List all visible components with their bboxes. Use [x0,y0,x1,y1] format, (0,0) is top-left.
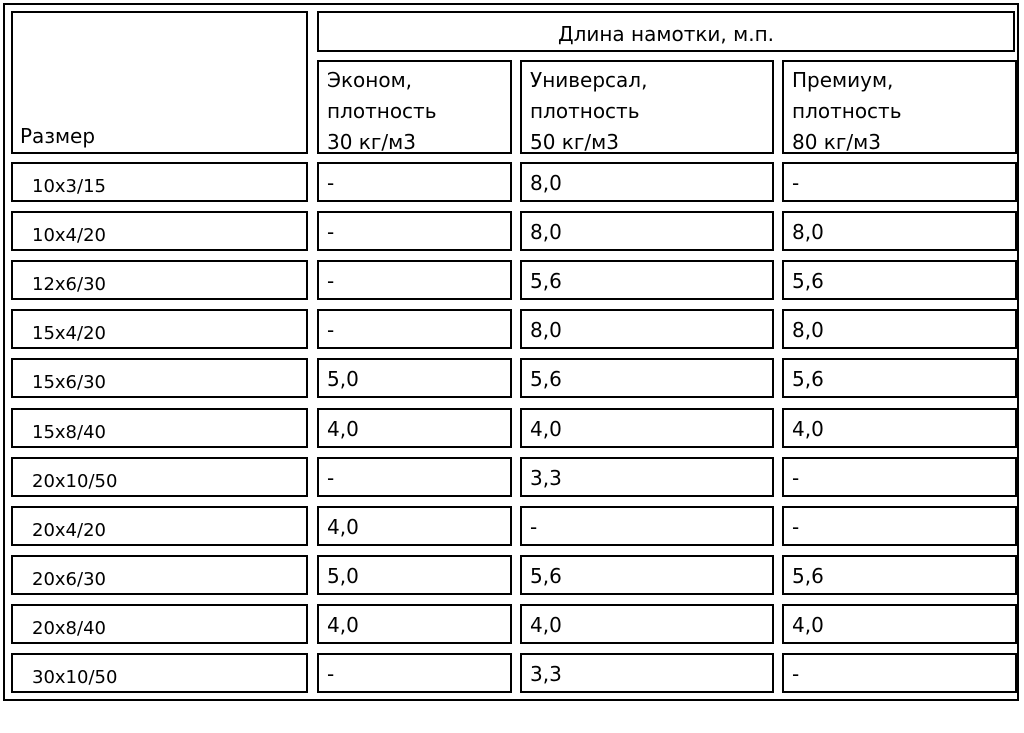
size-cell-text: 12х6/30 [32,274,106,295]
premium-cell [782,260,1017,300]
size-header-cell [11,11,308,154]
size-cell [11,309,308,349]
econom-cell [317,211,512,251]
econom-density-label: плотность [327,99,437,123]
econom-cell [317,408,512,448]
premium-cell-text: - [792,171,800,195]
universal-density-label: плотность [530,99,640,123]
premium-cell-text: 5,6 [792,269,824,293]
econom-cell-text: - [327,466,335,490]
universal-cell-text: - [530,515,538,539]
size-header-label: Размер [20,124,96,148]
premium-cell-text: - [792,515,800,539]
premium-cell [782,555,1017,595]
size-cell-text: 10х3/15 [32,176,106,197]
econom-cell-text: - [327,269,335,293]
premium-cell [782,457,1017,497]
column-header-econom [317,60,512,154]
size-cell-text: 15х8/40 [32,422,106,443]
econom-cell [317,358,512,398]
universal-cell-text: 4,0 [530,417,562,441]
econom-cell-text: 4,0 [327,515,359,539]
size-cell-text: 10х4/20 [32,225,106,246]
premium-title: Премиум, [792,68,894,92]
premium-cell-text: 4,0 [792,613,824,637]
econom-cell-text: 5,0 [327,564,359,588]
econom-cell-text: - [327,318,335,342]
universal-cell [520,358,774,398]
econom-cell [317,604,512,644]
econom-cell [317,506,512,546]
universal-cell-text: 8,0 [530,220,562,244]
econom-cell [317,260,512,300]
premium-density-label: плотность [792,99,902,123]
econom-cell [317,555,512,595]
universal-cell-text: 5,6 [530,269,562,293]
length-group-label: Длина намотки, м.п. [557,22,775,46]
size-cell-text: 20х10/50 [32,471,118,492]
econom-cell-text: - [327,220,335,244]
universal-cell [520,506,774,546]
size-cell [11,358,308,398]
universal-cell-text: 5,6 [530,367,562,391]
econom-cell [317,653,512,693]
premium-cell-text: 5,6 [792,367,824,391]
premium-cell-text: 8,0 [792,220,824,244]
econom-cell-text: 4,0 [327,613,359,637]
size-cell [11,457,308,497]
universal-title: Универсал, [530,68,648,92]
size-cell [11,653,308,693]
econom-cell [317,309,512,349]
econom-cell [317,162,512,202]
premium-cell-text: - [792,466,800,490]
econom-cell [317,457,512,497]
size-cell-text: 15х6/30 [32,372,106,393]
universal-cell [520,604,774,644]
size-cell [11,506,308,546]
size-cell-text: 20х4/20 [32,520,106,541]
premium-cell [782,211,1017,251]
universal-cell [520,260,774,300]
universal-cell [520,408,774,448]
universal-cell [520,555,774,595]
premium-cell [782,162,1017,202]
econom-density-value: 30 кг/м3 [327,130,416,154]
universal-cell-text: 4,0 [530,613,562,637]
premium-cell-text: 4,0 [792,417,824,441]
econom-cell-text: 5,0 [327,367,359,391]
universal-cell-text: 5,6 [530,564,562,588]
universal-cell [520,211,774,251]
size-cell [11,555,308,595]
size-cell-text: 15х4/20 [32,323,106,344]
universal-cell [520,653,774,693]
premium-cell-text: 5,6 [792,564,824,588]
premium-cell-text: 8,0 [792,318,824,342]
premium-cell-text: - [792,662,800,686]
premium-cell [782,408,1017,448]
econom-title: Эконом, [327,68,413,92]
econom-cell-text: - [327,171,335,195]
premium-cell [782,604,1017,644]
econom-cell-text: 4,0 [327,417,359,441]
column-header-universal [520,60,774,154]
universal-cell [520,162,774,202]
universal-cell-text: 8,0 [530,171,562,195]
premium-cell [782,358,1017,398]
econom-cell-text: - [327,662,335,686]
universal-cell [520,457,774,497]
size-cell-text: 30х10/50 [32,667,118,688]
column-header-premium [782,60,1017,154]
size-cell [11,408,308,448]
size-cell [11,604,308,644]
universal-density-value: 50 кг/м3 [530,130,619,154]
universal-cell [520,309,774,349]
universal-cell-text: 8,0 [530,318,562,342]
size-cell [11,162,308,202]
size-cell [11,260,308,300]
premium-density-value: 80 кг/м3 [792,130,881,154]
size-cell-text: 20х6/30 [32,569,106,590]
premium-cell [782,653,1017,693]
length-group-header [317,11,1015,52]
premium-cell [782,309,1017,349]
universal-cell-text: 3,3 [530,466,562,490]
size-cell [11,211,308,251]
size-cell-text: 20х8/40 [32,618,106,639]
premium-cell [782,506,1017,546]
universal-cell-text: 3,3 [530,662,562,686]
